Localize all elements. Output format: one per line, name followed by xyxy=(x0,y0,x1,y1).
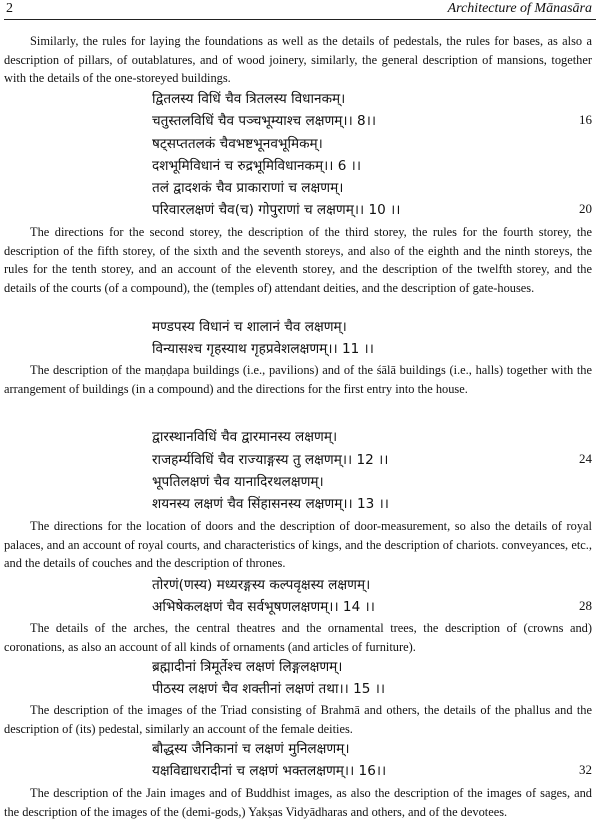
sanskrit-verse: द्वारस्थानविधिं चैव द्वारमानस्य लक्षणम्। xyxy=(152,429,338,445)
sanskrit-verse: तलं द्वादशकं चैव प्राकाराणां च लक्षणम्। xyxy=(152,180,344,196)
sanskrit-verse: पीठस्य लक्षणं चैव शक्तीनां लक्षणं तथा।। 15 ।। xyxy=(152,681,386,697)
verse-line-number: 32 xyxy=(579,762,592,777)
sanskrit-verse: दशभूमिविधानं च रुद्रभूमिविधानकम्।। 6 ।। xyxy=(152,158,361,174)
translation-paragraph: The description of the Jain images and of Buddhist images, as also the description of the images of sages, and the description of the images of the (demi-gods,) Yakṣas Vidyādharas and others, and of the devotees. xyxy=(4,786,592,819)
sanskrit-verse: भूपतिलक्षणं चैव यानादिरथलक्षणम्। xyxy=(152,474,324,490)
verse-line-number: 16 xyxy=(579,112,592,127)
sanskrit-verse: विन्यासश्च गृहस्याथ गृहप्रवेशलक्षणम्।। 11 ।। xyxy=(152,341,374,357)
verse-line-number: 24 xyxy=(579,451,592,466)
sanskrit-verse: मण्डपस्य विधानं च शालानं चैव लक्षणम्। xyxy=(152,319,347,335)
sanskrit-verse: शयनस्य लक्षणं चैव सिंहासनस्य लक्षणम्।। 13 ।। xyxy=(152,496,389,512)
sanskrit-verse: यक्षविद्याधरादीनां च लक्षणं भक्तलक्षणम्।। 16।। xyxy=(152,763,387,779)
sanskrit-verse: अभिषेकलक्षणं चैव सर्वभूषणलक्षणम्।। 14 ।। xyxy=(152,599,375,615)
sanskrit-verse: द्वितलस्य विधिं चैव त्रितलस्य विधानकम्। xyxy=(152,91,346,107)
verse-line-number: 28 xyxy=(579,598,592,613)
translation-paragraph: The directions for the location of doors and the description of door-measurement, so also the details of royal palaces, and an account of royal courts, and characteristics of kings, and the description of chariots. conveyances, etc., and the details of couches and the description of thrones. xyxy=(4,519,592,571)
translation-paragraph: The description of the maṇḍapa buildings (i.e., pavilions) and of the śālā buildings (i.e., halls) together with the arrangement of buildings (in a compound) and the directions for the first entry into the house. xyxy=(4,363,592,396)
sanskrit-verse: षट्सप्ततलकं चैवभष्टभूनवभूमिकम्। xyxy=(152,136,323,152)
verse-line-number: 20 xyxy=(579,201,592,216)
sanskrit-verse: बौद्धस्य जैनिकानां च लक्षणं मुनिलक्षणम्। xyxy=(152,741,350,757)
sanskrit-verse: राजहर्म्यविधिं चैव राज्याङ्गस्य तु लक्षणम्।। 12 ।। xyxy=(152,452,389,468)
sanskrit-verse: ब्रह्मादीनां त्रिमूर्तेश्च लक्षणं लिङ्गलक्षणम्। xyxy=(152,659,343,675)
translation-paragraph: The description of the images of the Triad consisting of Brahmā and others, the details of the phallus and the description of (its) pedestal, similarly an account of the female deities. xyxy=(4,703,592,736)
sanskrit-verse: तोरणं(णस्य) मध्यरङ्गस्य कल्पवृक्षस्य लक्षणम्। xyxy=(152,577,371,593)
sanskrit-verse: चतुस्तलविधिं चैव पञ्चभूम्याश्च लक्षणम्।। 8।। xyxy=(152,113,377,129)
translation-paragraph: The details of the arches, the central theatres and the ornamental trees, the description of (crowns and) coronations, as also an account of all kinds of ornaments (and articles of furniture). xyxy=(4,621,592,654)
sanskrit-verse: परिवारलक्षणं चैव(च) गोपुराणां च लक्षणम्।। 10 ।। xyxy=(152,202,401,218)
header-rule xyxy=(4,19,596,20)
translation-paragraph: Similarly, the rules for laying the foundations as well as the details of pedestals, the rules for bases, as also a description of pillars, of outablatures, and of wood joinery, similarly, the general description of mansions, together with the details of the one-storeyed buildings. xyxy=(4,34,592,86)
page-number: 2 xyxy=(6,1,13,16)
translation-paragraph: The directions for the second storey, the description of the third storey, the rules for the fourth storey, the description of the fifth storey, of the sixth and the seventh storeys, and also of the eighth and the ninth storeys, the rules for the tenth storey, and an account of the eleventh storey, and the description of the twelfth storey, and the details of the courts (of a compound), the (temples of) attendant deities, and the description of gate-houses. xyxy=(4,225,592,295)
running-title: Architecture of Mānasāra xyxy=(447,1,592,16)
